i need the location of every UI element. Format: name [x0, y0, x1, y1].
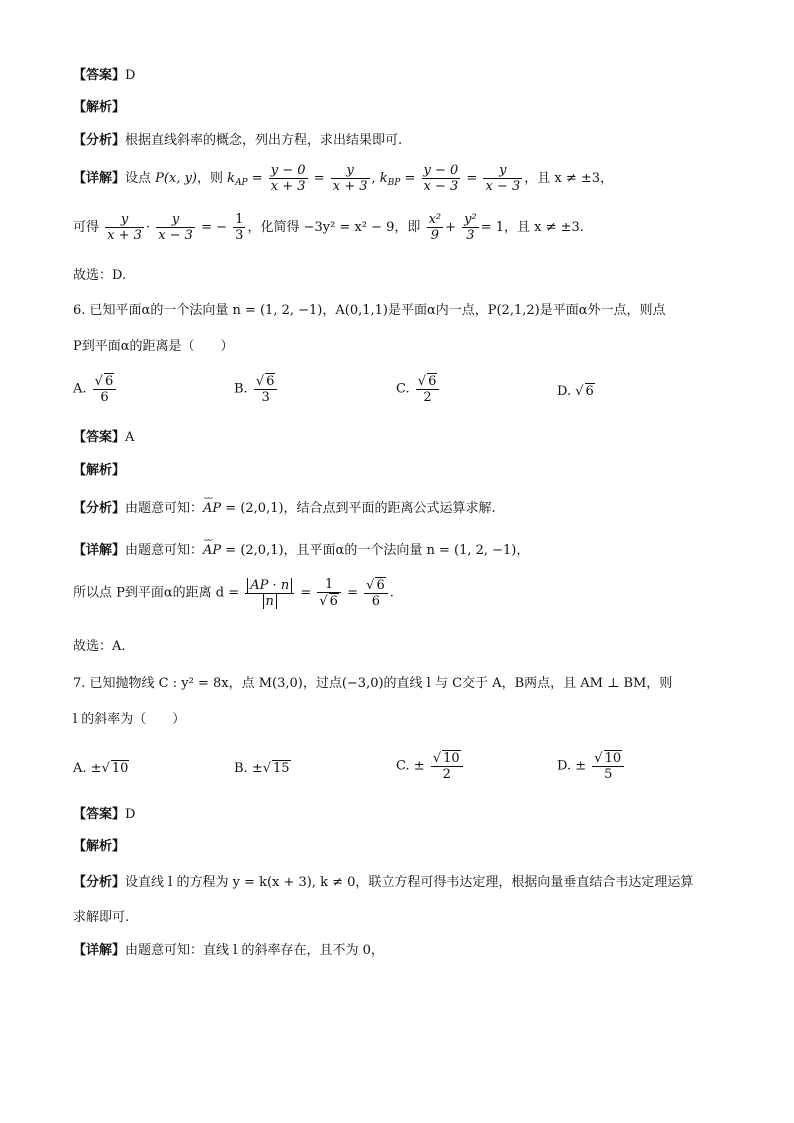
q5-choose: 故选：D. — [73, 268, 127, 283]
fenxi-text: 根据直线斜率的概念，列出方程，求出结果即可. — [125, 133, 403, 148]
q6-xiangjie-line: 【详解】由题意可知：⌣⌣ AP = (2,0,1)，且平面α的一个法向量 n = (1, 2, −1)， — [73, 541, 529, 561]
fraction: $\frac{y}{x - 3}$ — [485, 163, 521, 194]
q6-option-c[interactable]: C. $\frac{√ 6}{2}$ — [396, 373, 441, 405]
then-text: ，则 — [197, 171, 224, 186]
fraction: $\frac{1}{√ 6}$ — [317, 577, 341, 609]
vector-ap: ⌣⌣ AP — [203, 499, 221, 519]
q5-answer-line — [73, 66, 135, 86]
fraction: $\frac{y}{x + 3}$ — [332, 163, 368, 194]
q7-xiangjie-line: 【详解】由题意可知：直线 l 的斜率存在，且不为 0， — [73, 943, 384, 958]
fraction: $\frac{y}{x + 3}$ — [107, 212, 142, 243]
q5-jiexi: 【解析】 — [73, 100, 126, 115]
fraction: $\frac{\text{y²}}{3}$ — [464, 212, 477, 243]
fraction: $\frac{y}{x - 3}$ — [158, 212, 193, 243]
distance-fraction: $\frac{AP \cdot n}{n}$ — [245, 578, 294, 609]
equals-minus: = − — [201, 220, 228, 235]
fraction: $\frac{\text{x²}}{9}$ — [428, 212, 442, 243]
xiangjie-tag: 【详解】 — [73, 171, 126, 186]
q7-fenxi-line1: 【分析】设直线 l 的方程为 y = k(x + 3), k ≠ 0，联立方程可得韦达定理，根据向量垂直结合韦达定理运算 — [73, 875, 694, 890]
derive-prefix: 可得 — [73, 220, 100, 235]
point-p: P(x, y) — [155, 171, 198, 186]
q6-fenxi-line: 【分析】由题意可知：⌣⌣ AP = (2,0,1)，结合点到平面的距离公式运算求解. — [73, 499, 496, 519]
answer-value: A — [125, 430, 135, 445]
k-symbol: k — [379, 171, 388, 186]
q7-jiexi: 【解析】 — [73, 839, 126, 854]
fraction: $\frac{y - 0}{x + 3}$ — [270, 163, 306, 194]
answer-tag: 【答案】 — [73, 68, 126, 83]
q5-fenxi-line — [73, 131, 402, 151]
fraction: $\frac{y - 0}{x - 3}$ — [423, 163, 459, 194]
q5-derive-line: 可得 $\frac{y}{x + 3}$ · $\frac{y}{x - 3}$ = − $\frac{1}{3}$ ，化简得 −3y² = x² − 9，即 $\frac{\text{x²}}{9}$ + $\frac{\text{y²}}{3}$ = 1，且 x ≠ ±3. — [73, 212, 584, 243]
q7-option-d[interactable]: D. ± $\frac{√ 10}{5}$ — [557, 750, 626, 782]
q7-stem-line2: l 的斜率为（ ） — [73, 712, 186, 727]
q7-option-a[interactable]: A. ±√ 10 — [73, 761, 129, 776]
k-symbol: k — [227, 171, 236, 186]
q6-option-d[interactable]: D. √ 6 — [557, 384, 594, 399]
answer-value: D — [125, 68, 136, 83]
k-bp-sub: BP — [387, 178, 401, 188]
q7-option-b[interactable]: B. ±√ 15 — [234, 761, 290, 776]
q7-answer-line: 【答案】D — [73, 807, 136, 822]
fraction: $\frac{√ 6}{6}$ — [364, 577, 388, 609]
result-text: = 1，且 x ≠ ±3. — [480, 220, 584, 235]
answer-value: D — [125, 807, 136, 822]
q6-stem-line1: 6. 已知平面α的一个法向量 n = (1, 2, −1)，A(0,1,1)是平面α内一点，P(2,1,2)是平面α外一点，则点 — [73, 303, 666, 318]
q7-stem-line1: 7. 已知抛物线 C : y² = 8x，点 M(3,0)，过点(−3,0)的直线 l 与 C交于 A，B两点，且 AM ⊥ BM，则 — [73, 676, 673, 691]
q6-choose: 故选：A. — [73, 639, 126, 654]
simplify-text: ，化简得 −3y² = x² − 9，即 — [247, 220, 421, 235]
q7-fenxi-line2: 求解即可. — [73, 910, 130, 925]
q6-jiexi: 【解析】 — [73, 463, 126, 478]
q6-option-b[interactable]: B. $\frac{√ 6}{3}$ — [234, 373, 279, 405]
q7-option-c[interactable]: C. ± $\frac{√ 10}{2}$ — [396, 750, 465, 782]
q6-distance-line: 所以点 P到平面α的距离 d = $\frac{AP \cdot n}{n}$ = $\frac{1}{√ 6}$ = $\frac{√ 6}{6}$ . — [73, 577, 394, 609]
q6-option-a[interactable]: A. $\frac{√ 6}{6}$ — [73, 373, 118, 405]
xiangjie-prefix: 设点 — [125, 171, 152, 186]
fenxi-tag: 【分析】 — [73, 133, 126, 148]
k-ap-sub: AP — [235, 178, 248, 188]
condition-text: ，且 x ≠ ±3， — [524, 171, 614, 186]
vector-ap: ⌣⌣ AP — [203, 541, 221, 561]
q6-stem-line2: P到平面α的距离是（ ） — [73, 339, 234, 354]
fraction: $\frac{1}{3}$ — [235, 212, 244, 243]
q5-xiangjie-line: 【详解】设点 P(x, y)，则 $k_{AP}$ = $\frac{y - 0}{x + 3}$ = $\frac{y}{x + 3}$ , $k_{BP}$ = $\frac{y - 0}{x - 3}$ = $\frac{y}{x - 3}$ ，且 x ≠ ±3， — [73, 163, 614, 194]
q6-answer-line: 【答案】A — [73, 430, 135, 445]
